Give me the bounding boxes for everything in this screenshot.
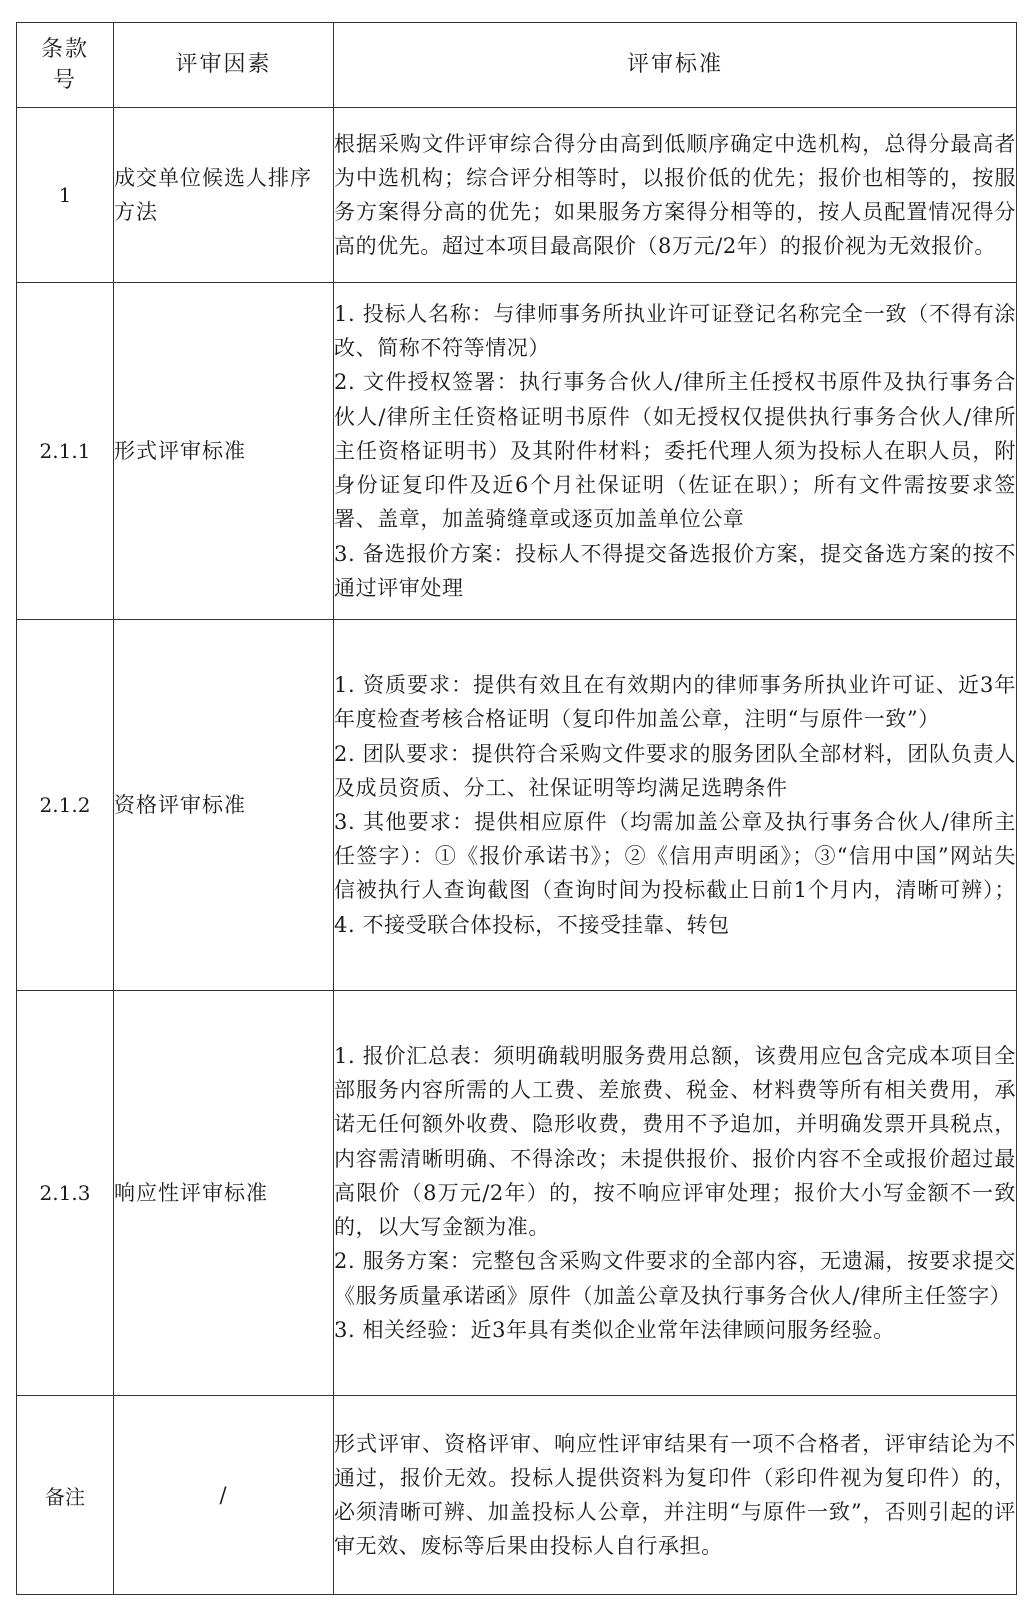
review-factor: 形式评审标准 (114, 283, 334, 620)
standard-item: 1. 资质要求：提供有效且在有效期内的律师事务所执业许可证、近3年年度检查考核合格证明（复印件加盖公章，注明“与原件一致”） (334, 673, 1016, 732)
table-row (17, 620, 1017, 991)
standard-item: 3. 备选报价方案：投标人不得提交备选报价方案，提交备选方案的按不通过评审处理 (334, 541, 1016, 600)
clause-number: 2.1.2 (17, 620, 114, 991)
clause-number: 2.1.3 (17, 991, 114, 1396)
standard-text: 根据采购文件评审综合得分由高到低顺序确定中选机构，总得分最高者为中选机构；综合评分相等时，以报价低的优先；报价也相等的，按服务方案得分高的优先；如果服务方案得分相等的，按人员配置情况得分高的优先。超过本项目最高限价（8万元/2年）的报价视为无效报价。 (334, 131, 1016, 259)
table-row (17, 283, 1017, 620)
clause-number: 2.1.1 (17, 283, 114, 620)
review-factor: / (114, 1396, 334, 1595)
standard-item: 2. 团队要求：提供符合采购文件要求的服务团队全部材料，团队负责人及成员资质、分工、社保证明等均满足选聘条件 (334, 741, 1016, 800)
header-clause-no: 条款号 (17, 23, 114, 108)
clause-number: 1 (17, 108, 114, 283)
review-standard (334, 1396, 1017, 1595)
review-factor: 资格评审标准 (114, 620, 334, 991)
standard-text: 形式评审、资格评审、响应性评审结果有一项不合格者，评审结论为不通过，报价无效。投标人提供资料为复印件（彩印件视为复印件）的，必须清晰可辨、加盖投标人公章，并注明“与原件一致”，否则引起的评审无效、废标等后果由投标人自行承担。 (334, 1431, 1016, 1559)
review-standard (334, 283, 1017, 620)
standard-item: 1. 报价汇总表：须明确载明服务费用总额，该费用应包含完成本项目全部服务内容所需的人工费、差旅费、税金、材料费等所有相关费用，承诺无任何额外收费、隐形收费，费用不予追加，并明确发票开具税点，内容需清晰明确、不得涂改；未提供报价、报价内容不全或报价超过最高限价（8万元/2年）的，按不响应评审处理；报价大小写金额不一致的，以大写金额为准。 (334, 1044, 1016, 1240)
table-row (17, 1396, 1017, 1595)
standard-item: 2. 文件授权签署：执行事务合伙人/律所主任授权书原件及执行事务合伙人/律所主任资格证明书原件（如无授权仅提供执行事务合伙人/律所主任资格证明书）及其附件材料；委托代理人须为投标人在职人员，附身份证复印件及近6个月社保证明（佐证在职）；所有文件需按要求签署、盖章，加盖骑缝章或逐页加盖单位公章 (334, 370, 1016, 532)
header-review-factor: 评审因素 (114, 23, 334, 108)
standard-item: 3. 相关经验：近3年具有类似企业常年法律顾问服务经验。 (334, 1317, 895, 1342)
review-criteria-table (16, 22, 1017, 1595)
clause-number: 备注 (17, 1396, 114, 1595)
standard-item: 3. 其他要求：提供相应原件（均需加盖公章及执行事务合伙人/律所主任签字）：①《报价承诺书》；②《信用声明函》；③“信用中国”网站失信被执行人查询截图（查询时间为投标截止日前1个月内，清晰可辨）；4. 不接受联合体投标，不接受挂靠、转包 (334, 810, 1016, 937)
table-header (17, 23, 1017, 108)
review-standard (334, 991, 1017, 1396)
review-standard (334, 620, 1017, 991)
review-factor: 成交单位候选人排序方法 (114, 108, 334, 283)
header-review-standard: 评审标准 (334, 23, 1017, 108)
table-row (17, 108, 1017, 283)
review-standard (334, 108, 1017, 283)
table-row (17, 991, 1017, 1396)
review-factor: 响应性评审标准 (114, 991, 334, 1396)
standard-item: 1. 投标人名称：与律师事务所执业许可证登记名称完全一致（不得有涂改、简称不符等情况） (334, 302, 1016, 361)
standard-item: 2. 服务方案：完整包含采购文件要求的全部内容，无遗漏，按要求提交《服务质量承诺函》原件（加盖公章及执行事务合伙人/律所主任签字） (334, 1249, 1016, 1308)
